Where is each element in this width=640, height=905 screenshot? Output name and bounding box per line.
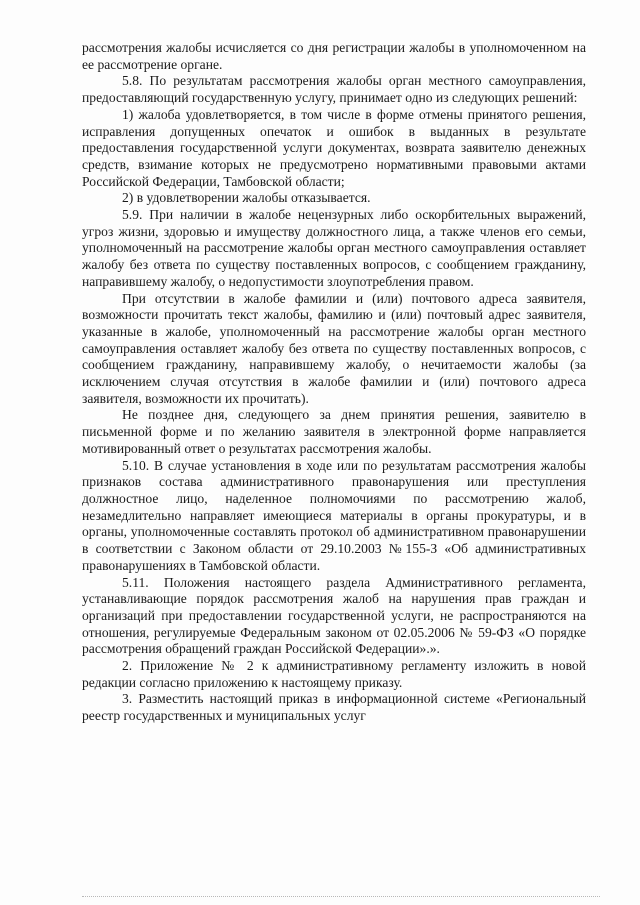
scan-edge-divider [82, 896, 600, 898]
paragraph-item-1: 1) жалоба удовлетворяется, в том числе в форме отмены принятого решения, исправления допущенных опечаток и ошибок в выданных в результате предоставления государственной услуги документах, возврата заявителю денежных средств, взимание которых не предусмотрено нормативными правовыми актами Российской Федерации, Тамбовской области; [82, 106, 586, 189]
paragraph-reply-deadline: Не позднее дня, следующего за днем принятия решения, заявителю в письменной форме и по желанию заявителя в электронной форме направляется мотивированный ответ о результатах рассмотрения жалобы. [82, 407, 586, 456]
paragraph-5-8: 5.8. По результатам рассмотрения жалобы орган местного самоуправления, предоставляющий государственную услугу, принимает одно из следующих решений: [82, 73, 586, 106]
paragraph-no-address: При отсутствии в жалобе фамилии и (или) почтового адреса заявителя, возможности прочитать текст жалобы, фамилию и (или) почтовый адрес заявителя, указанные в жалобе, уполномоченный на рассмотрение жалобы орган местного самоуправления оставляет жалобу без ответа по существу поставленных вопросов, с сообщением гражданину, направившему жалобу, о нечитаемости жалобы (за исключением случая отсутствия в жалобе фамилии и (или) почтового адреса заявителя, возможности их прочитать). [82, 290, 586, 406]
paragraph-5-9: 5.9. При наличии в жалобе нецензурных либо оскорбительных выражений, угроз жизни, здоровью и имуществу должностного лица, а также членов его семьи, уполномоченный на рассмотрение жалобы орган местного самоуправления оставляет жалобу без ответа по существу поставленных вопросов, с сообщением гражданину, направившему жалобу, о недопустимости злоупотребления правом. [82, 207, 586, 289]
paragraph-1: рассмотрения жалобы исчисляется со дня регистрации жалобы в уполномоченном на ее рассмотрение органе. [82, 40, 586, 72]
paragraph-order-2: 2. Приложение № 2 к административному регламенту изложить в новой редакции согласно приложению к настоящему приказу. [82, 658, 586, 690]
paragraph-5-11: 5.11. Положения настоящего раздела Административного регламента, устанавливающие порядок рассмотрения жалоб на нарушения прав граждан и организаций при предоставлении государственной услуги, не распространяются на отношения, регулируемые Федеральным законом от 02.05.2006 № 59-ФЗ «О порядке рассмотрения обращений граждан Российской Федерации».». [82, 574, 586, 657]
paragraph-order-3: 3. Разместить настоящий приказ в информационной системе «Региональный реестр государственных и муниципальных услуг [82, 691, 586, 724]
paragraph-5-10: 5.10. В случае установления в ходе или по результатам рассмотрения жалобы признаков состава административного правонарушения или преступления должностное лицо, наделенное полномочиями по рассмотрению жалоб, незамедлительно направляет имеющиеся материалы в органы прокуратуры, и в органы, уполномоченные составлять протокол об административном правонарушении в соответствии с Законом области от 29.10.2003 №155-З «Об административных правонарушениях в Тамбовской области. [82, 457, 586, 573]
paragraph-item-2: 2) в удовлетворении жалобы отказывается. [122, 190, 371, 206]
